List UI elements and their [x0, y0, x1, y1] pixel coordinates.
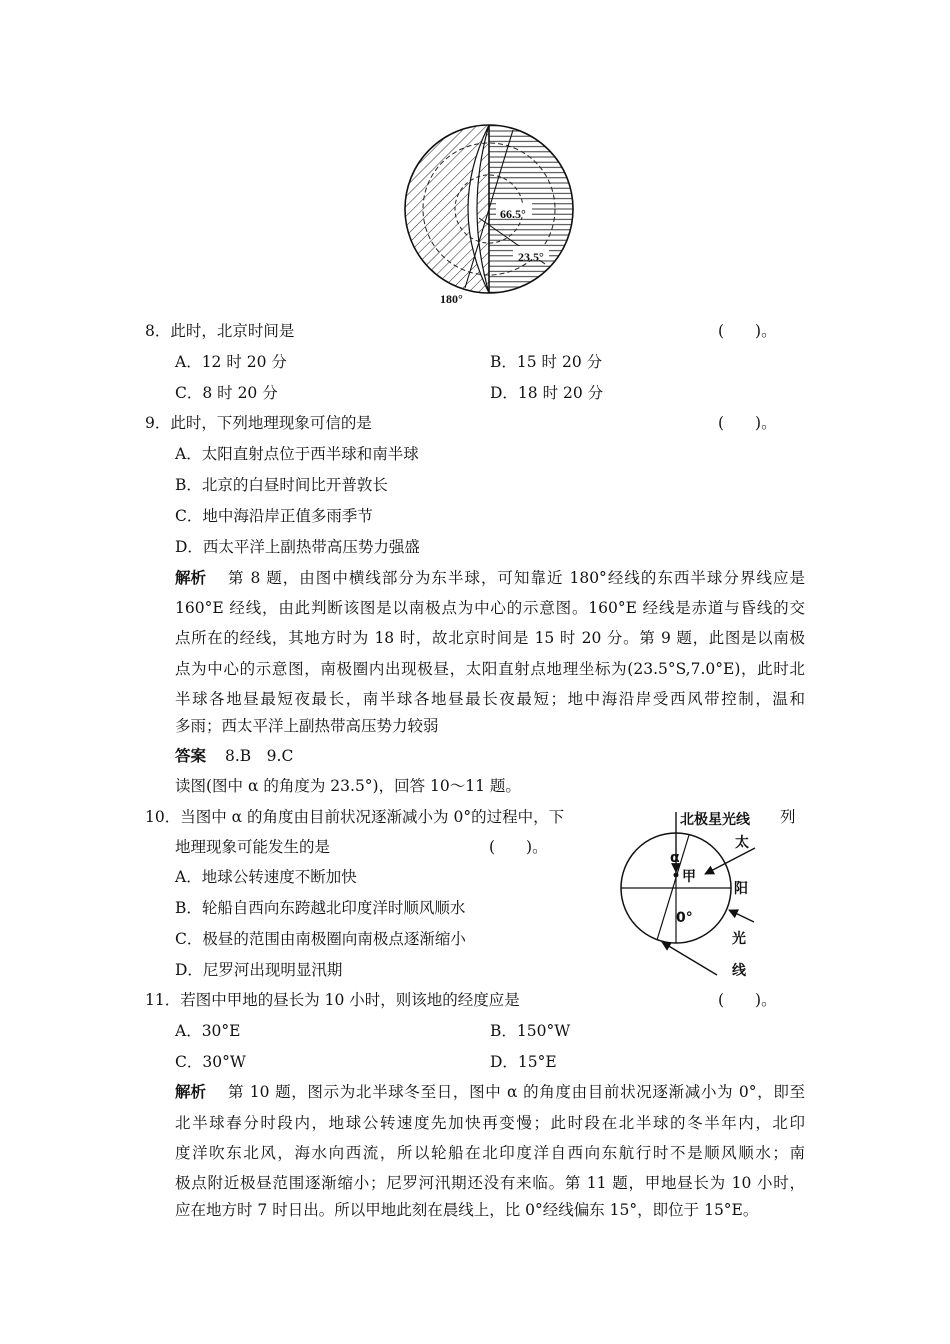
q10-paren: ( )。 — [489, 838, 548, 856]
analysis1-line-6: 多雨；西太平洋上副热带高压势力较弱 — [175, 717, 439, 735]
label-180: 180° — [440, 292, 463, 306]
q11-option-b: B．150°W — [490, 1022, 571, 1040]
answer1-label: 答案 — [175, 746, 207, 765]
q10-option-d: D．尼罗河出现明显汛期 — [175, 961, 343, 979]
q10-stem-line-2: 地理现象可能发生的是 — [175, 838, 331, 856]
q9-option-c: C．地中海沿岸正值多雨季节 — [175, 507, 373, 525]
q11-stem: 11．若图中甲地的昼长为 10 小时，则该地的经度应是 — [145, 991, 520, 1009]
analysis1-line-5: 半球各地昼最短夜最长，南半球各地昼最长夜最短；地中海沿岸受西风带控制，温和 — [175, 690, 805, 708]
q9-option-d: D．西太平洋上副热带高压势力强盛 — [175, 538, 420, 556]
q9-paren: ( )。 — [718, 414, 777, 432]
polar-diagram — [395, 118, 585, 308]
q8-stem: 8．此时，北京时间是 — [145, 322, 295, 340]
analysis1-line-1: 第 8 题，由图中横线部分为东半球，可知靠近 180°经线的东西半球分界线应是 — [228, 569, 805, 587]
q8-option-a: A．12 时 20 分 — [175, 353, 287, 371]
q11-option-a: A．30°E — [175, 1022, 241, 1040]
answer1-text: 8.B 9.C — [225, 747, 294, 765]
analysis1-label: 解析 — [175, 568, 207, 587]
analysis1-line-3: 点所在的经线，其地方时为 18 时，故北京时间是 15 时 20 分。第 9 题，此图是以南极 — [175, 629, 805, 647]
zero-degree-label: 0° — [676, 910, 693, 926]
q8-paren: ( )。 — [718, 322, 777, 340]
sun-char-1: 太 — [735, 835, 749, 851]
analysis2-label: 解析 — [175, 1082, 207, 1101]
q10-option-a: A．地球公转速度不断加快 — [175, 868, 357, 886]
analysis1-line-2: 160°E 经线，由此判断该图是以南极点为中心的示意图。160°E 经线是赤道与昏线的交 — [175, 599, 805, 617]
sun-char-3: 光 — [732, 931, 746, 947]
intro-10-11: 读图(图中 α 的角度为 23.5°)，回答 10～11 题。 — [175, 777, 521, 795]
q10-option-c: C．极昼的范围由南极圈向南极点逐渐缩小 — [175, 930, 466, 948]
q11-paren: ( )。 — [718, 991, 777, 1009]
analysis1-line-4: 点为中心的示意图，南极圈内出现极昼，太阳直射点地理坐标为(23.5°S,7.0°E)，此时北 — [175, 660, 805, 678]
q9-option-a: A．太阳直射点位于西半球和南半球 — [175, 445, 419, 463]
q10-stem-line-1: 10．当图中 α 的角度由目前状况逐渐减小为 0°的过程中，下 — [145, 808, 565, 826]
analysis2-line-5: 应在地方时 7 时日出。所以甲地此刻在晨线上，比 0°经线偏东 15°，即位于 15°E。 — [175, 1201, 759, 1219]
sun-char-4: 线 — [732, 963, 746, 979]
alpha-label: α — [670, 850, 680, 866]
q11-option-c: C．30°W — [175, 1053, 246, 1071]
q9-stem: 9．此时，下列地理现象可信的是 — [145, 414, 372, 432]
label-66-5: 66.5° — [500, 207, 526, 221]
sun-char-2: 阳 — [734, 881, 748, 897]
jia-label: 甲 — [682, 869, 696, 885]
q8-option-d: D．18 时 20 分 — [490, 384, 604, 402]
q8-option-c: C．8 时 20 分 — [175, 384, 278, 402]
label-23-5: 23.5° — [518, 250, 544, 264]
q11-option-d: D．15°E — [490, 1053, 557, 1071]
analysis2-line-2: 北半球春分时段内，地球公转速度先加快再变慢；此时段在北半球的冬半年内，北印 — [175, 1114, 805, 1132]
q9-option-b: B．北京的白昼时间比开普敦长 — [175, 476, 388, 494]
analysis2-line-1: 第 10 题，图示为北半球冬至日，图中 α 的角度由目前状况逐渐减小为 0°，即至 — [228, 1083, 805, 1101]
q8-option-b: B．15 时 20 分 — [490, 353, 603, 371]
q10-stem-tail: 列 — [780, 808, 796, 826]
q10-option-b: B．轮船自西向东跨越北印度洋时顺风顺水 — [175, 899, 466, 917]
analysis2-line-4: 极点附近极昼范围逐渐缩小；尼罗河汛期还没有来临。第 11 题，甲地昼长为 10 小时， — [175, 1174, 805, 1192]
polaris-ray-label: 北极星光线 — [680, 812, 750, 828]
analysis2-line-3: 度洋吹东北风，海水向西流，所以轮船在北印度洋自西向东航行时不是顺风顺水；南 — [175, 1144, 805, 1162]
